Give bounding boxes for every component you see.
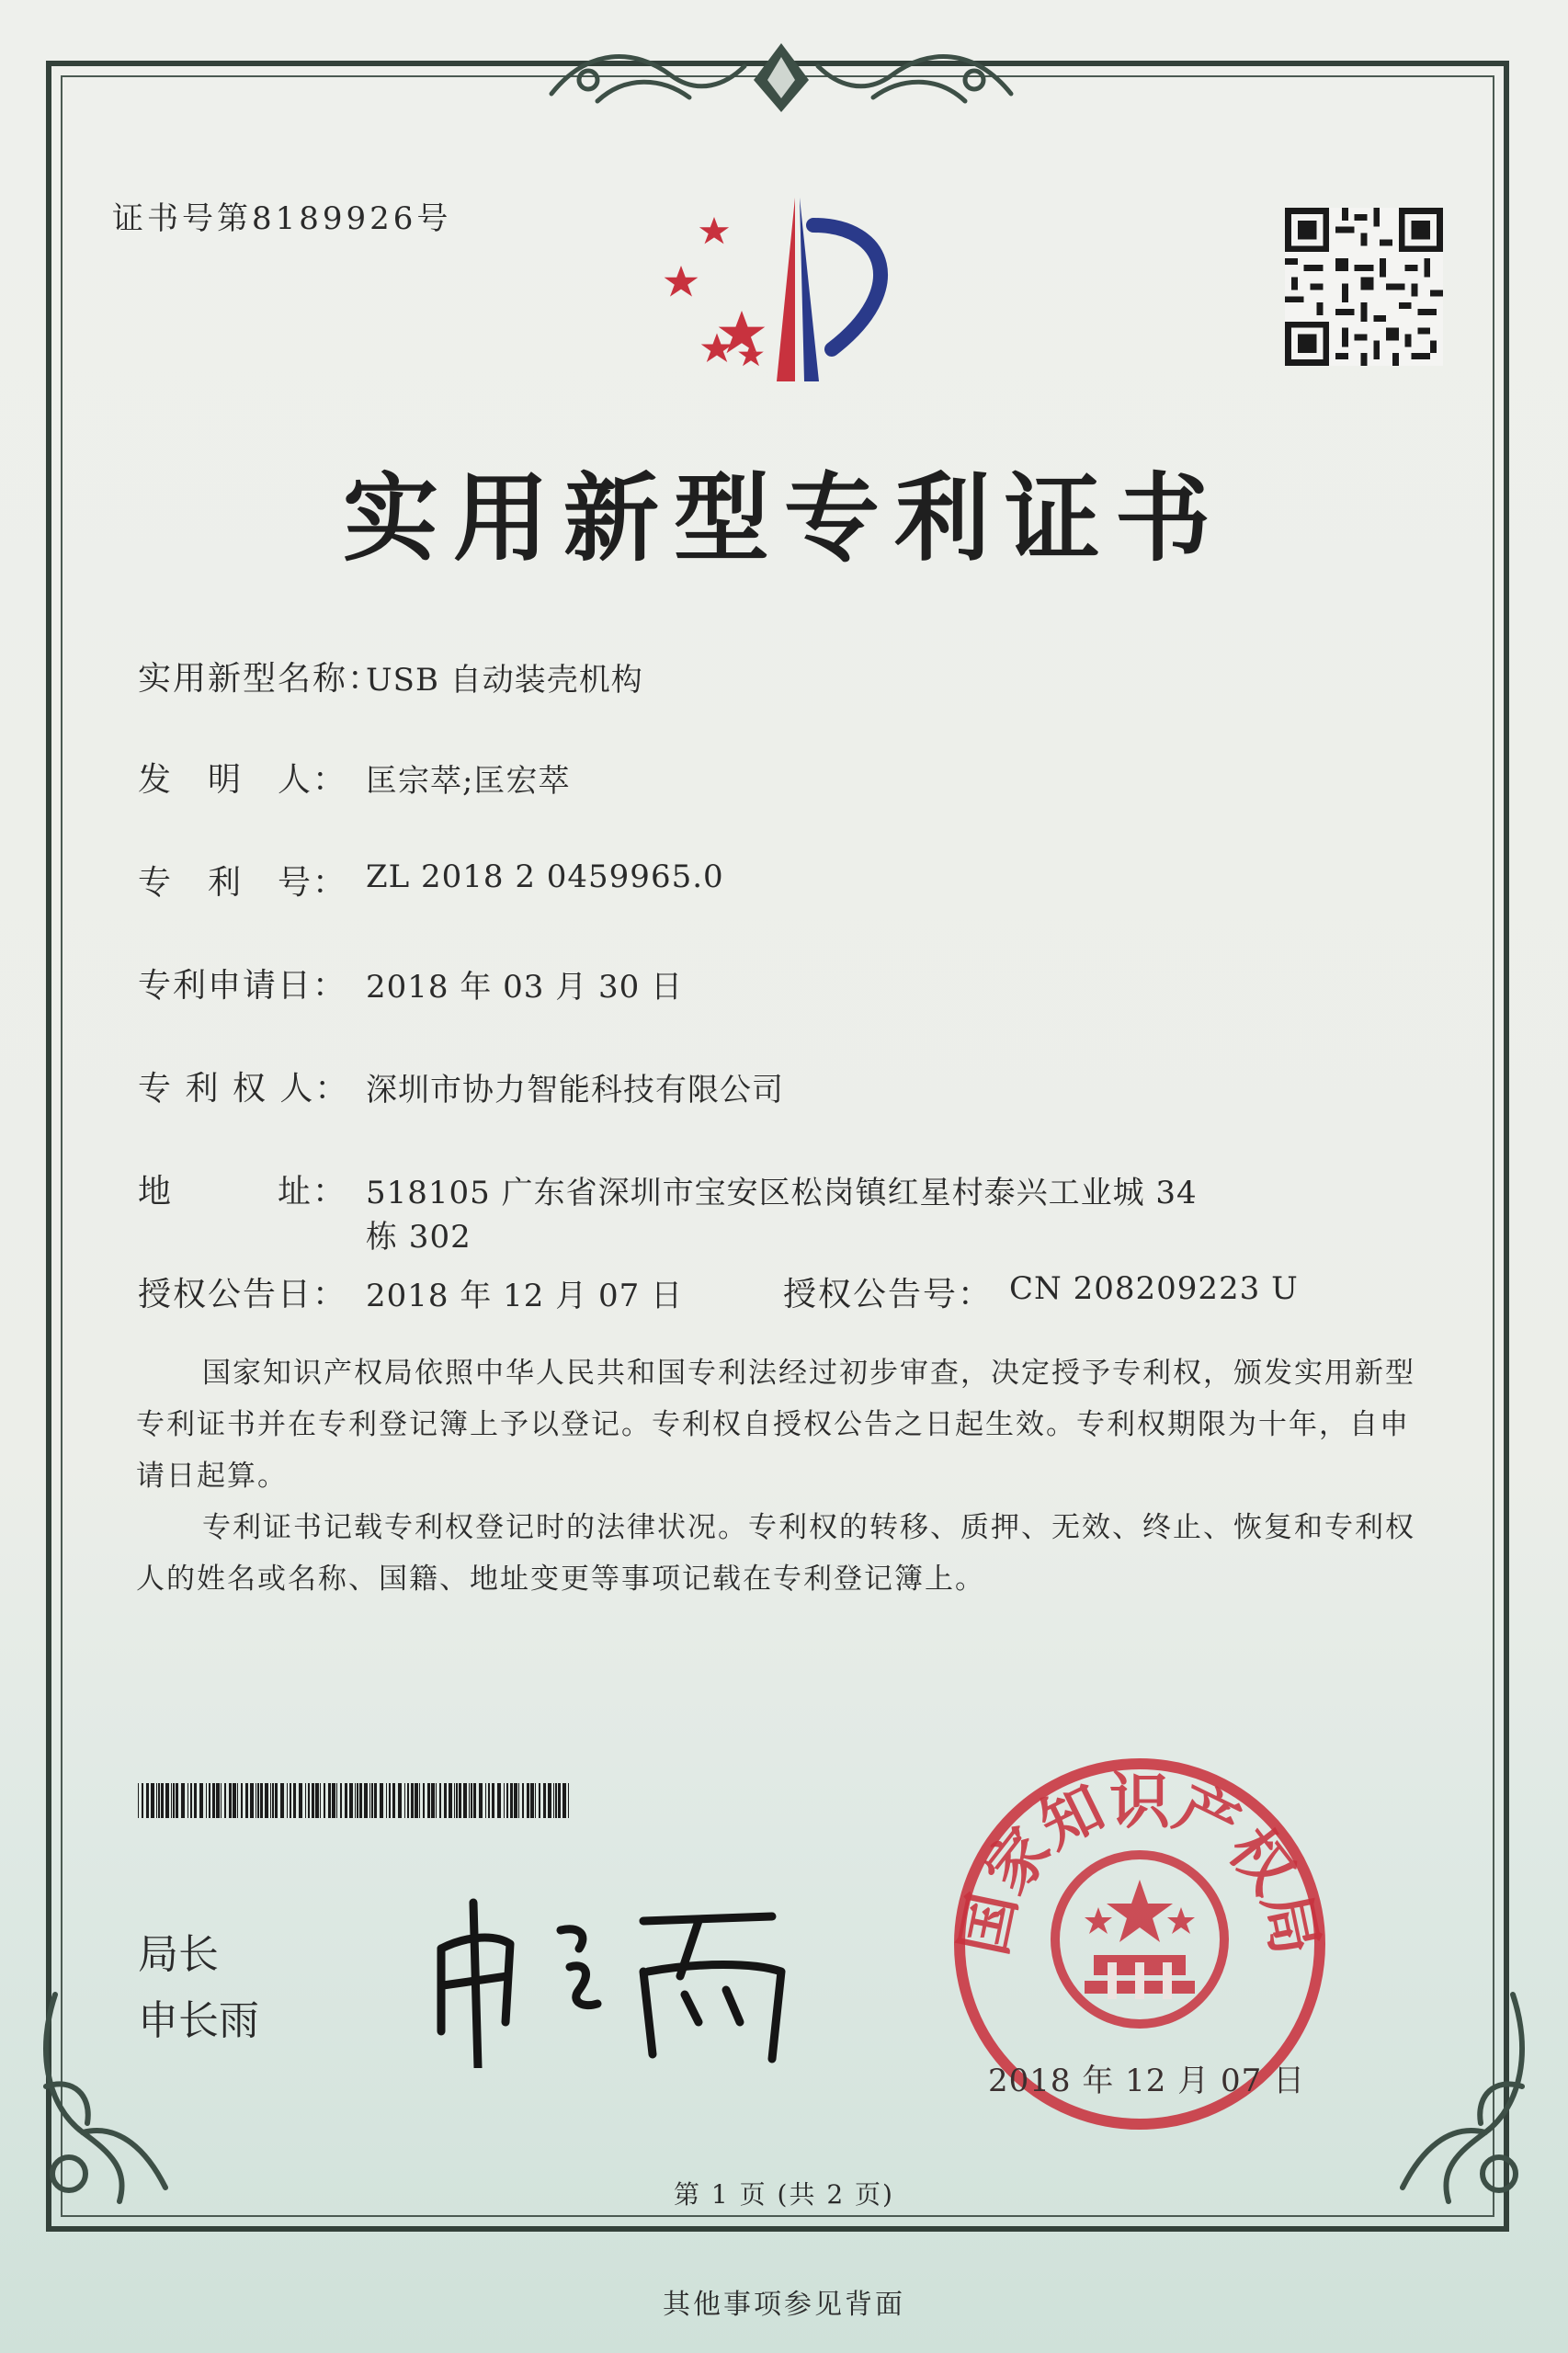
barcode-bar: [459, 1783, 461, 1818]
field-label-address: 地 址：: [138, 1173, 348, 1211]
top-ornament-icon: [533, 29, 1029, 121]
barcode-bar: [224, 1783, 226, 1818]
barcode-bar: [336, 1783, 337, 1818]
barcode-bar: [473, 1783, 476, 1818]
barcode-bar: [407, 1783, 409, 1818]
barcode-bar: [237, 1783, 238, 1818]
barcode-bar: [371, 1783, 373, 1818]
barcode-bar: [345, 1783, 347, 1818]
field-label-inventor: 发 明 人：: [138, 761, 348, 799]
barcode-bar: [506, 1783, 508, 1818]
barcode-bar: [146, 1783, 149, 1818]
seal-date: 2018 年 12 月 07 日: [988, 2063, 1306, 2099]
barcode-bar: [558, 1783, 561, 1818]
barcode-bar: [221, 1783, 222, 1818]
page-indicator: 第 1 页 (共 2 页): [674, 2179, 894, 2210]
field-value-address-line1: 518105 广东省深圳市宝安区松岗镇红星村泰兴工业城 34: [366, 1175, 1198, 1211]
barcode-bar: [287, 1783, 288, 1818]
barcode-bar: [492, 1783, 494, 1818]
barcode-bar: [463, 1783, 467, 1818]
barcode-bar: [369, 1783, 370, 1818]
barcode-bar: [312, 1783, 314, 1818]
barcode-bar: [245, 1783, 248, 1818]
barcode-bar: [176, 1783, 178, 1818]
patent-office-emblem-icon: [657, 188, 924, 391]
barcode-bar: [444, 1783, 447, 1818]
barcode-bar: [548, 1783, 551, 1818]
barcode-bar: [161, 1783, 164, 1818]
barcode-bar: [265, 1783, 268, 1818]
legal-text: [136, 1347, 1423, 1605]
barcode-bar: [449, 1783, 452, 1818]
field-value-utility-name: USB 自动装壳机构: [366, 662, 643, 699]
barcode-bar: [173, 1783, 175, 1818]
barcode-bar: [568, 1783, 569, 1818]
barcode-bar: [522, 1783, 524, 1818]
barcode-bar: [340, 1783, 342, 1818]
field-value-address-line2: 栋 302: [366, 1219, 472, 1256]
field-value-grant-date: 2018 年 12 月 07 日: [366, 1278, 684, 1314]
barcode-bar: [411, 1783, 414, 1818]
barcode-bar: [272, 1783, 274, 1818]
barcode-bar: [280, 1783, 284, 1818]
barcode-bar: [190, 1783, 192, 1818]
barcode-bar: [431, 1783, 435, 1818]
barcode-bar: [142, 1783, 143, 1818]
barcode-bar: [165, 1783, 169, 1818]
barcode-bar: [454, 1783, 455, 1818]
barcode-bar: [555, 1783, 557, 1818]
barcode-bar: [404, 1783, 405, 1818]
barcode-bar: [315, 1783, 319, 1818]
barcode-bar: [328, 1783, 331, 1818]
barcode-bar: [527, 1783, 529, 1818]
barcode-bar: [270, 1783, 271, 1818]
barcode-bar: [539, 1783, 540, 1818]
barcode-icon: [138, 1783, 574, 1818]
barcode-bar: [398, 1783, 402, 1818]
director-title: 局长: [138, 1931, 219, 1978]
barcode-bar: [151, 1783, 154, 1818]
barcode-bar: [543, 1783, 546, 1818]
barcode-bar: [158, 1783, 160, 1818]
barcode-bar: [456, 1783, 458, 1818]
barcode-bar: [250, 1783, 254, 1818]
back-note: 其他事项参见背面: [663, 2289, 905, 2321]
barcode-bar: [518, 1783, 519, 1818]
barcode-bar: [415, 1783, 418, 1818]
barcode-bar: [187, 1783, 188, 1818]
svg-text:国家知识产权局: [948, 1765, 1333, 1961]
barcode-bar: [305, 1783, 306, 1818]
barcode-bar: [389, 1783, 391, 1818]
director-name: 申长雨: [138, 1997, 259, 2044]
barcode-bar: [485, 1783, 486, 1818]
barcode-bar: [427, 1783, 430, 1818]
barcode-bar: [530, 1783, 534, 1818]
barcode-bar: [156, 1783, 157, 1818]
barcode-bar: [138, 1783, 139, 1818]
barcode-bar: [212, 1783, 215, 1818]
barcode-bar: [436, 1783, 437, 1818]
barcode-bar: [553, 1783, 554, 1818]
barcode-bar: [374, 1783, 377, 1818]
barcode-bar: [469, 1783, 470, 1818]
barcode-bar: [479, 1783, 483, 1818]
barcode-bar: [209, 1783, 210, 1818]
barcode-bar: [471, 1783, 472, 1818]
barcode-bar: [216, 1783, 220, 1818]
barcode-bar: [562, 1783, 566, 1818]
barcode-bar: [357, 1783, 358, 1818]
barcode-bar: [233, 1783, 236, 1818]
field-label-utility-name: 实用新型名称：: [138, 660, 383, 698]
barcode-bar: [514, 1783, 517, 1818]
barcode-bar: [355, 1783, 356, 1818]
field-label-patentee: 专 利 权 人：: [138, 1070, 350, 1108]
barcode-bar: [423, 1783, 425, 1818]
barcode-bar: [199, 1783, 203, 1818]
barcode-bar: [275, 1783, 278, 1818]
field-value-inventor: 匡宗萃;匡宏萃: [366, 763, 571, 800]
barcode-bar: [349, 1783, 353, 1818]
director-signature-icon: [423, 1884, 800, 2068]
barcode-bar: [308, 1783, 310, 1818]
barcode-bar: [439, 1783, 441, 1818]
barcode-bar: [419, 1783, 420, 1818]
barcode-bar: [386, 1783, 387, 1818]
field-value-patent-number: ZL 2018 2 0459965.0: [366, 858, 724, 895]
field-label-grant-date: 授权公告日：: [138, 1276, 348, 1313]
barcode-bar: [290, 1783, 291, 1818]
barcode-bar: [257, 1783, 259, 1818]
barcode-bar: [392, 1783, 395, 1818]
legal-paragraph-grant: 国家知识产权局依照中华人民共和国专利法经过初步审查，决定授予专利权，颁发实用新型专利证书并在专利登记簿上予以登记。专利权自授权公告之日起生效。专利权期限为十年，自申请日起算。: [136, 1357, 1415, 1493]
field-value-patentee: 深圳市协力智能科技有限公司: [366, 1072, 784, 1108]
barcode-bar: [332, 1783, 335, 1818]
barcode-bar: [171, 1783, 172, 1818]
field-label-patent-number: 专 利 号：: [138, 864, 348, 902]
legal-paragraph-status: 专利证书记载专利权登记时的法律状况。专利权的转移、质押、无效、终止、恢复和专利权人的姓名或名称、国籍、地址变更等事项记载在专利登记簿上。: [136, 1511, 1415, 1596]
barcode-bar: [488, 1783, 490, 1818]
barcode-bar: [241, 1783, 243, 1818]
barcode-bar: [380, 1783, 383, 1818]
field-value-grant-number: CN 208209223 U: [1009, 1270, 1299, 1307]
seal-text: 国家知识产权局: [947, 1765, 1333, 1961]
barcode-bar: [364, 1783, 368, 1818]
barcode-bar: [535, 1783, 536, 1818]
field-label-grant-number: 授权公告号：: [783, 1276, 994, 1313]
barcode-bar: [194, 1783, 197, 1818]
certificate-title: 实用新型专利证书: [342, 461, 1225, 574]
field-value-filing-date: 2018 年 03 月 30 日: [366, 969, 684, 1006]
barcode-bar: [229, 1783, 232, 1818]
barcode-bar: [299, 1783, 302, 1818]
barcode-bar: [206, 1783, 207, 1818]
barcode-bar: [510, 1783, 513, 1818]
barcode-bar: [359, 1783, 362, 1818]
field-label-filing-date: 专利申请日：: [138, 967, 348, 1005]
barcode-bar: [320, 1783, 321, 1818]
barcode-bar: [324, 1783, 325, 1818]
barcode-bar: [497, 1783, 501, 1818]
barcode-bar: [181, 1783, 185, 1818]
barcode-bar: [504, 1783, 505, 1818]
qr-code-icon: [1285, 208, 1443, 366]
barcode-bar: [260, 1783, 263, 1818]
barcode-bar: [293, 1783, 296, 1818]
certificate-number: 证书号第8189926号: [112, 200, 452, 237]
